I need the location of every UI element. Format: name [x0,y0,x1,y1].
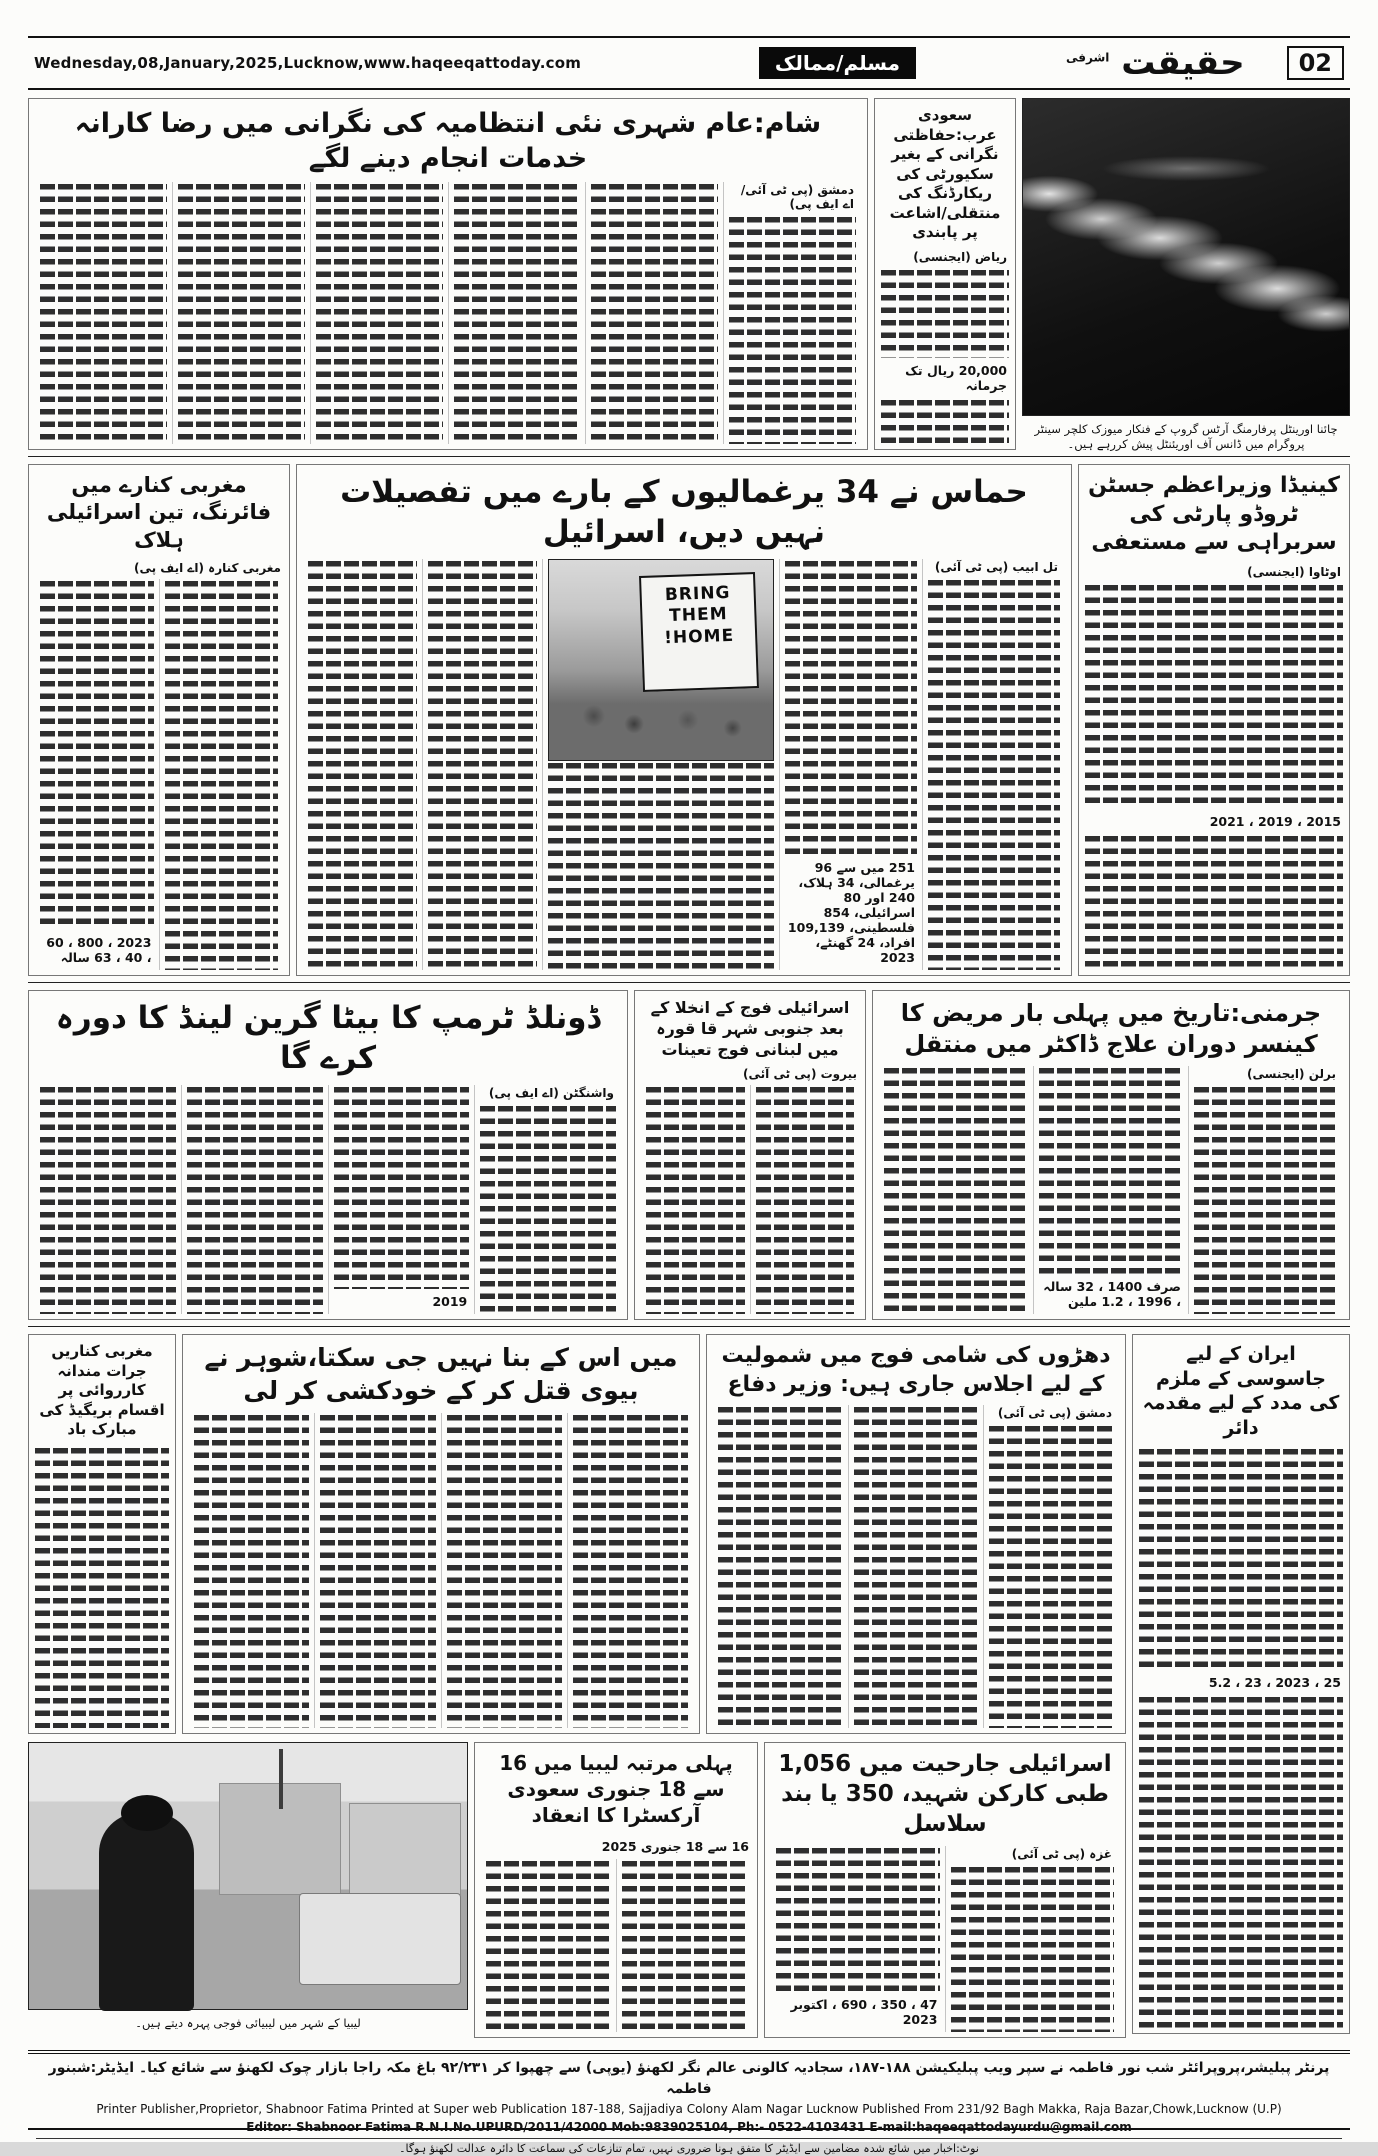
article-trump-headline: ڈونلڈ ٹرمپ کا بیٹا گرین لینڈ کا دورہ کرے گا [55,1000,601,1077]
body-text [316,184,443,444]
body-text [454,184,581,444]
section-rule [28,1326,1350,1327]
photo-shape-truck [299,1893,461,1985]
article-syria-body [35,182,861,444]
text-column [1033,1066,1188,1314]
body-text [951,1867,1115,2032]
text-column [723,182,861,444]
article-medics [764,1742,1126,2038]
article-germany-body [879,1066,1343,1314]
body-text [308,561,417,970]
article-lebanon-headline: اسرائیلی فوج کے انخلا کے بعد جنوبی شہر قا قورہ میں لبنانی فوج تعینات [650,998,850,1059]
article-trudeau-headline: کینیڈا وزیراعظم جسٹن ٹروڈو پارٹی کی سربراہی سے مستعفی [1088,473,1340,556]
dateline: دمشق (پی ٹی آئی/اے ایف پی) [740,183,854,212]
text-column [945,1846,1120,2032]
article-saudi-headline: سعودی عرب:حفاظتی نگرانی کے بغیر سکیورٹی کی ریکارڈنگ کی منتقلی/اشاعت پر پابندی [889,106,1001,241]
body-text [622,1861,747,2032]
text-column [750,1085,860,1314]
body-text [881,270,1009,358]
text-column [567,1413,693,1728]
article-hamas-body [303,559,1065,970]
text-column [848,1405,984,1728]
body-text [718,1407,843,1728]
section-rule [28,982,1350,983]
text-column [448,182,586,444]
article-syrian-army-headline: دھڑوں کی شامی فوج میں شمولیت کے لیے اجلاس جاری ہیں: وزیر دفاع [721,1343,1111,1397]
article-germany-cancer [872,990,1350,1320]
text-column [35,579,159,970]
dateline: برلن (ایجنسی) [1247,1067,1336,1082]
figures: 251 میں سے 96 یرغمالی، 34 ہلاک، 240 اور 80 اسرائیلی، 854 فلسطینی، 109,139 افراد، 24 گھنٹے، 2023 [787,860,915,965]
body-text [486,1861,611,2032]
body-text [785,561,917,855]
text-column [474,1085,621,1314]
body-text [194,1415,309,1728]
figures: 2019 [432,1294,468,1309]
body-text [480,1106,616,1314]
text-column [983,1405,1119,1728]
body-text [187,1087,323,1314]
body-text [1085,585,1343,809]
body-text [854,1407,979,1728]
article-iran-spy [1132,1334,1350,2034]
text-column [779,559,922,970]
article-brigade [28,1334,176,1734]
dateline: بیروت (پی ٹی آئی) [743,1067,857,1082]
article-medics-headline: اسرائیلی جارحیت میں 1,056 طبی کارکن شہید، 350 یا بند سلاسل [778,1751,1112,1837]
body-text [178,184,305,444]
photo-shape-helmet [121,1795,173,1831]
article-orchestra-body [481,1859,751,2032]
footer-imprint-english: Printer Publisher,Proprietor, Shabnoor Fatima Printed at Super web Publication 187-188, Sajjadiya Colony Alam Nagar Lucknow Published From 231/92 Bagh Makka, Raja Bazar,Chowk,Lucknow (U.P) [96,2102,1282,2116]
text-column [310,182,448,444]
body-text [884,1068,1028,1314]
dateline: واشنگٹن (اے ایف پی) [488,1085,614,1100]
body-text [646,1087,745,1314]
masthead-title: حقیقت [1121,43,1245,83]
body-text [1194,1087,1338,1314]
text-column [35,1085,181,1314]
body-text [165,581,279,970]
dateline: تل ابیب (پی ٹی آئی) [934,559,1058,574]
article-husband-body [189,1413,693,1728]
body-text [40,1087,176,1314]
text-column [922,559,1065,970]
body-text [548,763,774,970]
text-column [303,559,422,970]
soldier-photo [28,1742,468,2010]
body-text [40,184,167,444]
body-text [928,580,1060,970]
article-trump-greenland [28,990,628,1320]
masthead [1066,43,1245,83]
article-hamas [296,464,1072,976]
body-text [40,581,154,930]
date-line: Wednesday,08,January,2025,Lucknow,www.haqeeqattoday.com [34,54,582,72]
dateline: ریاض (ایجنسی) [913,249,1007,264]
body-text [881,400,1009,444]
article-trudeau [1078,464,1350,976]
figures: 2023 ، 800 ، 60 ، 40 ، 63 سالہ [46,935,152,965]
body-text [1039,1068,1183,1274]
section-title: مسلم/ممالک [759,47,916,79]
dance-performance-photo [1022,98,1350,416]
body-text [776,1848,940,1992]
article-iran-spy-headline: ایران کے لیے جاسوسی کے ملزم کی مدد کے لیے مقدمہ دائر [1142,1343,1340,1440]
text-column [585,182,723,444]
body-text [334,1087,470,1289]
dateline: مغربی کنارہ (اے ایف پی) [133,560,281,575]
text-column [1188,1066,1343,1314]
article-orchestra-headline: پہلی مرتبہ لیبیا میں 16 سے 18 جنوری سعودی آرکسٹرا کا انعقاد [499,1751,733,1827]
figures: 25 ، 2023 ، 23 ، 5.2 [1208,1674,1341,1690]
article-husband [182,1334,700,1734]
body-text [35,1448,169,1729]
body-text [573,1415,688,1728]
text-column [328,1085,475,1314]
photo-shape-soldier [99,1813,194,2011]
text-column [181,1085,328,1314]
masthead-ornament: اشرفی [1066,50,1110,65]
body-text [591,184,718,444]
article-west-bank-firing [28,464,290,976]
protest-photo [548,559,774,761]
article-brigade-headline: مغربی کناریں جرات مندانہ کارروائی پر اقسام بریگیڈ کی مبارک باد [39,1342,165,1438]
text-column [314,1413,440,1728]
figures: صرف 1400 ، 32 سالہ ، 1996 ، 1.2 ملین [1043,1279,1181,1309]
page-number: 02 [1287,46,1344,80]
page-footer [28,2050,1350,2155]
article-medics-body [771,1846,1119,2032]
photo-column [542,559,779,970]
body-text [989,1426,1114,1728]
article-husband-headline: میں اس کے بنا نہیں جی سکتا،شوہر نے بیوی قتل کر کے خودکشی کر لی [204,1343,678,1405]
article-trump-body [35,1085,621,1314]
article-syria [28,98,868,450]
text-column [641,1085,750,1314]
footer-note: نوٹ:اخبار میں شائع شدہ مضامین سے ایڈیٹر کا متفق ہونا ضروری نہیں، تمام تنازعات کی سماعت کا دائرہ عدالت لکھنؤ ہوگا۔ [36,2138,1342,2156]
text-column [159,579,284,970]
text-column [879,1066,1033,1314]
figures: 47 ، 350 ، 690 ، اکتوبر 2023 [790,1997,938,2027]
text-column [771,1846,945,2032]
page-header [28,36,1350,90]
dateline: دمشق (پی ٹی آئی) [997,1406,1112,1421]
article-lebanon [634,990,866,1320]
article-wbf-headline: مغربی کنارے میں فائرنگ، تین اسرائیلی ہلاک [46,473,272,552]
text-column [35,182,172,444]
text-column [616,1859,752,2032]
article-germany-headline: جرمنی:تاریخ میں پہلی بار مریض کا کینسر دوران علاج ڈاکٹر میں منتقل [900,999,1322,1059]
article-syria-headline: شام:عام شہری نئی انتظامیہ کی نگرانی میں رضا کارانہ خدمات انجام دینے لگے [74,108,822,175]
body-text [1139,1449,1343,1670]
text-column [172,182,310,444]
article-lebanon-body [641,1085,859,1314]
body-text [447,1415,562,1728]
article-orchestra [474,1742,758,2038]
figures: 2015 ، 2019 ، 2021 [1209,813,1341,829]
figures: 16 سے 18 جنوری 2025 [601,1839,749,1854]
text-column [481,1859,616,2032]
text-column [422,559,542,970]
text-column [189,1413,314,1728]
body-text [729,217,856,444]
body-text [756,1087,855,1314]
photo-shape-building [349,1803,461,1895]
footer-imprint-urdu: پرنٹر پبلیشر،پروپرائٹر شب نور فاطمہ نے سپر ویب پبلیکیشن ۱۸۸-۱۸۷، سجادیہ کالونی عالم نگر لکھنؤ (یوپی) سے چھپوا کر ۹۲/۲۳۱ باغ مکہ راجا بازار چوک لکھنؤ سے شائع کیا۔ ایڈیٹر:شبنور فاطمہ [48,2060,1330,2097]
dateline: غزہ (پی ٹی آئی) [1011,1846,1112,1861]
article-syrian-army-body [713,1405,1119,1728]
article-wbf-body [35,579,283,970]
text-column [713,1405,848,1728]
photo-shape-palm [279,1749,283,1809]
soldier-photo-caption: لیبیا کے شہر میں لیبیائی فوجی پہرہ دیتے ہیں۔ [135,2016,361,2030]
article-hamas-headline: حماس نے 34 یرغمالیوں کے بارے میں تفصیلات نہیں دیں، اسرائیل [340,474,1028,551]
body-text [1085,836,1343,970]
body-text [428,561,537,970]
body-text [1139,1697,1343,2028]
text-column [441,1413,567,1728]
figures: 20,000 ریال تک جرمانہ [905,362,1007,393]
article-syrian-army [706,1334,1126,1734]
footer-editor-line: Editor: Shabnoor Fatima R.N.I.No.UPURD/2011/42000 Mob:9839025104, Ph:- 0522-4103431 E-mail:haqeeqattodayurdu@gmail.com [246,2120,1132,2134]
article-saudi [874,98,1016,450]
section-rule [28,456,1350,457]
dance-photo-caption: چائنا اورینٹل پرفارمنگ آرٹس گروپ کے فنکار میوزک کلچر سینٹر پروگرام میں ڈانس آف اوریئنٹل پیش کررہے ہیں۔ [1034,422,1338,451]
dateline: اوٹاوا (ایجنسی) [1247,564,1341,579]
protest-sign: BRING THEM HOME! [639,572,759,692]
body-text [320,1415,435,1728]
